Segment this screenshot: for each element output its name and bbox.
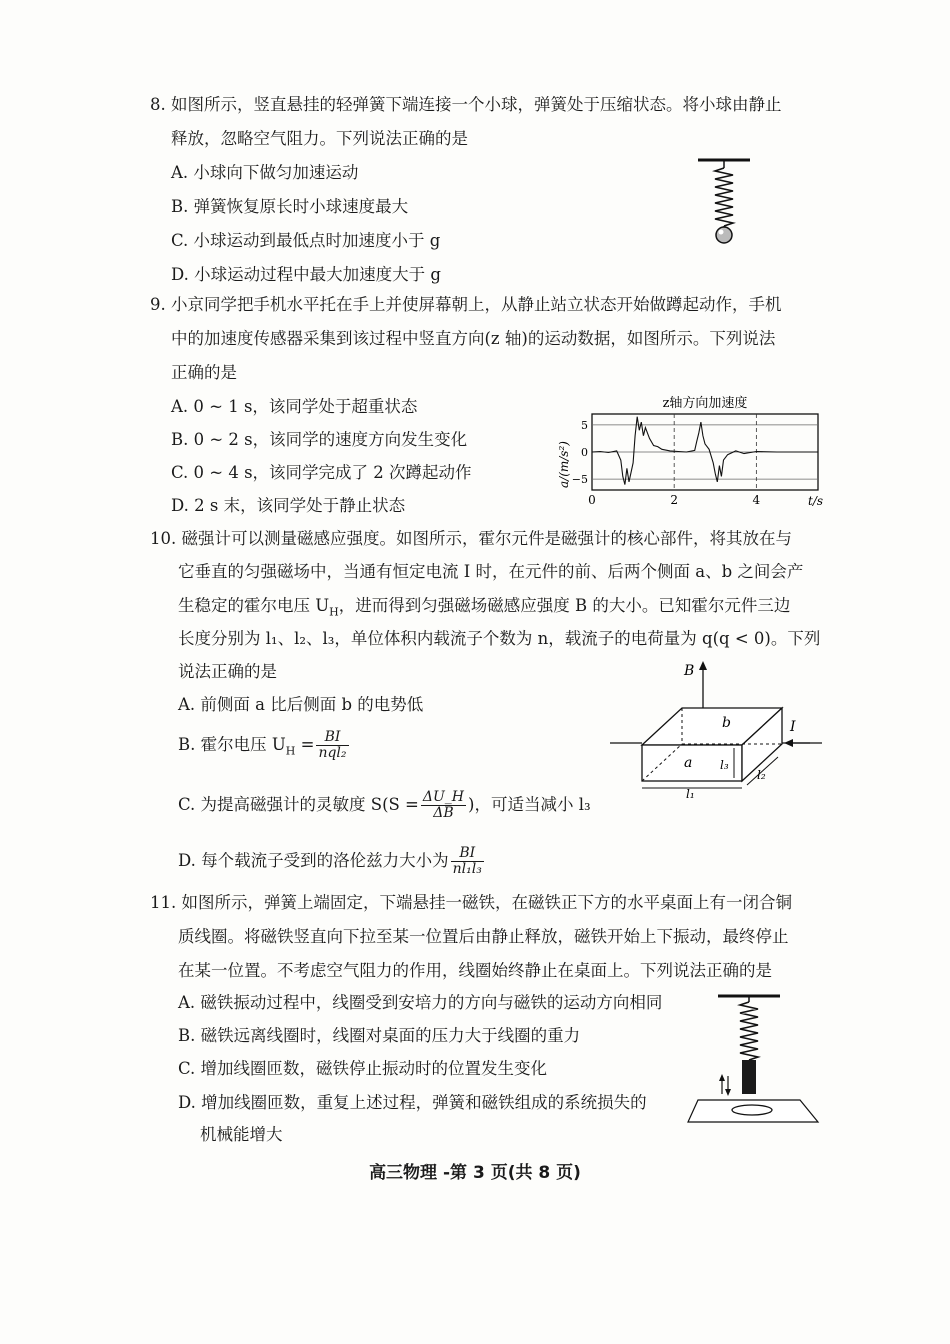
q10-d-fraction: $\frac{BI}{\text{nl₁l₃}}$ [452, 845, 482, 877]
label-I: I [790, 719, 796, 735]
q10-stem-line-2: 它垂直的匀强磁场中，当通有恒定电流 I 时，在元件的前、后两个侧面 a、b 之间会产 [178, 562, 804, 581]
label-l2: l₂ [757, 768, 766, 782]
q10-option-c: C. 为提高磁强计的灵敏度 S(S = $\frac{\Delta U\_H}{\Delta B}$ )，可适当减小 l₃ [178, 789, 591, 821]
q10-stem-line-3: 生稳定的霍尔电压 $U_H$，进而得到匀强磁场磁感应强度 B 的大小。已知霍尔元件三边 [178, 596, 791, 619]
acceleration-chart [555, 390, 830, 515]
q10-option-b: B. 霍尔电压 $U_H$ = $\frac{BI}{\text{nql₂}}$ [178, 729, 347, 761]
y-tick-label: −5 [571, 473, 588, 487]
x-tick-label: 2 [670, 493, 679, 507]
x-tick-label: 4 [752, 493, 761, 507]
magnet-coil-figure [680, 988, 825, 1128]
y-tick-label: 5 [581, 418, 588, 432]
q8-option-d: D. 小球运动过程中最大加速度大于 g [171, 265, 441, 284]
label-l3: l₃ [720, 758, 729, 772]
q11-stem-line-3: 在某一位置。不考虑空气阻力的作用，线圈始终静止在桌面上。下列说法正确的是 [178, 961, 772, 980]
q10-option-a: A. 前侧面 a 比后侧面 b 的电势低 [178, 695, 424, 714]
q9-option-a: A. 0 ~ 1 s，该同学处于超重状态 [171, 397, 418, 416]
q8-option-b: B. 弹簧恢复原长时小球速度最大 [171, 197, 409, 216]
q11-option-c: C. 增加线圈匝数，磁铁停止振动时的位置发生变化 [178, 1059, 548, 1078]
q11-option-a: A. 磁铁振动过程中，线圈受到安培力的方向与磁铁的运动方向相同 [178, 993, 663, 1012]
label-B: B [684, 663, 695, 679]
y-axis-label: a/(m/s²) [557, 441, 571, 488]
page-footer: 高三物理 -第 3 页(共 8 页) [369, 1163, 581, 1183]
q10-option-d: D. 每个载流子受到的洛伦兹力大小为 $\frac{BI}{\text{nl₁l₃}}$ [178, 845, 482, 877]
q10-b-fraction: $\frac{BI}{\text{nql₂}}$ [318, 729, 347, 761]
x-tick-label: 0 [588, 493, 596, 507]
q10-stem-line-1: 10. 磁强计可以测量磁感应强度。如图所示，霍尔元件是磁强计的核心部件，将其放在与 [150, 529, 792, 548]
hall-element-figure [600, 655, 830, 800]
label-a-face: a [684, 755, 693, 771]
q9-stem-line-3: 正确的是 [171, 363, 237, 382]
q8-option-a: A. 小球向下做匀加速运动 [171, 163, 359, 182]
q10-c-fraction: $\frac{\Delta U\_H}{\Delta B}$ [422, 789, 465, 821]
chart-title: z轴方向加速度 [662, 396, 748, 411]
acceleration-series-line [592, 417, 818, 485]
q9-stem-line-1: 9. 小京同学把手机水平托在手上并使屏幕朝上，从静止站立状态开始做蹲起动作，手机 [150, 295, 782, 314]
q9-option-c: C. 0 ~ 4 s，该同学完成了 2 次蹲起动作 [171, 463, 472, 482]
q8-stem-line-1: 8. 如图所示，竖直悬挂的轻弹簧下端连接一个小球，弹簧处于压缩状态。将小球由静止 [150, 95, 782, 114]
q9-option-d: D. 2 s 末，该同学处于静止状态 [171, 496, 406, 515]
q11-option-d: D. 增加线圈匝数，重复上述过程，弹簧和磁铁组成的系统损失的 [178, 1093, 647, 1112]
q9-stem-line-2: 中的加速度传感器采集到该过程中竖直方向(z 轴)的运动数据，如图所示。下列说法 [171, 329, 776, 348]
q8-option-c: C. 小球运动到最低点时加速度小于 g [171, 231, 441, 250]
y-tick-label: 0 [581, 446, 588, 459]
q11-option-b: B. 磁铁远离线圈时，线圈对桌面的压力大于线圈的重力 [178, 1026, 581, 1045]
label-l1: l₁ [686, 787, 695, 800]
magnet [742, 1060, 756, 1094]
q11-stem-line-2: 质线圈。将磁铁竖直向下拉至某一位置后由静止释放，磁铁开始上下振动，最终停止 [178, 927, 789, 946]
x-axis-label: t/s [808, 494, 824, 508]
q8-stem-line-2: 释放，忽略空气阻力。下列说法正确的是 [171, 129, 468, 148]
q10-stem-line-4: 长度分别为 l₁、l₂、l₃，单位体积内载流子个数为 n，载流子的电荷量为 q(q < 0)。下列 [178, 629, 821, 648]
spring-ball-figure [690, 152, 760, 252]
q11-option-d-line-2: 机械能增大 [200, 1125, 283, 1144]
q10-stem-line-5: 说法正确的是 [178, 662, 277, 681]
label-b-face: b [722, 715, 731, 731]
q9-option-b: B. 0 ~ 2 s，该同学的速度方向发生变化 [171, 430, 468, 449]
q11-stem-line-1: 11. 如图所示，弹簧上端固定，下端悬挂一磁铁，在磁铁正下方的水平桌面上有一闭合铜 [150, 893, 792, 912]
